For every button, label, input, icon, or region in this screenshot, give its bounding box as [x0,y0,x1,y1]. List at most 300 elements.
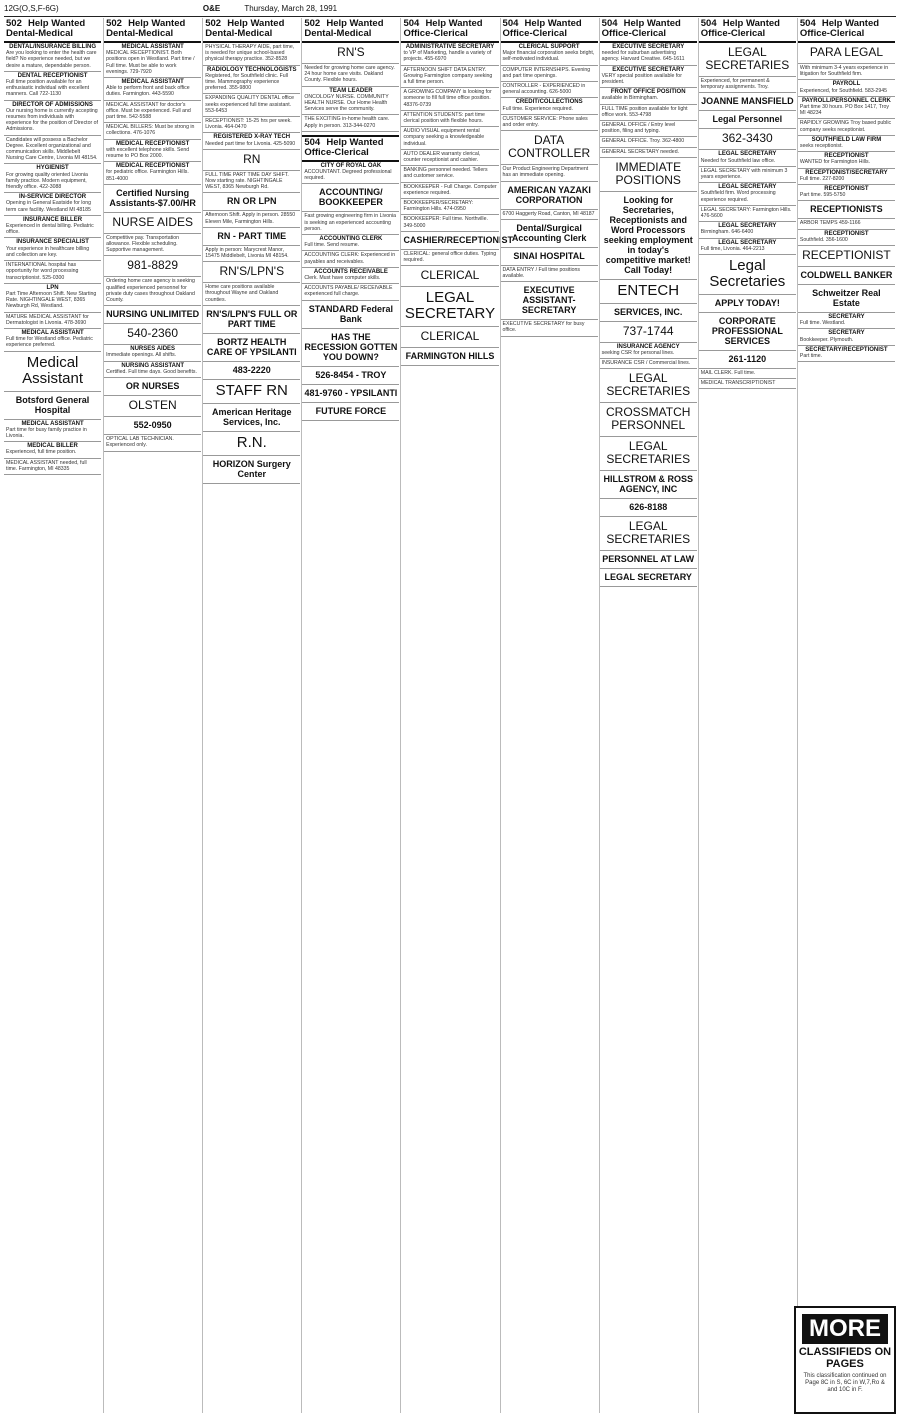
ad-body: Ordering home care agency is seeking qualified experienced personnel for private duty cases throughout Oakland County. [106,278,195,304]
display-ad: NURSING UNLIMITED [104,306,201,324]
classified-ad [302,115,399,131]
ad-heading: EXECUTIVE SECRETARY [612,66,685,73]
ad-heading: INSURANCE SPECIALIST [16,239,89,246]
display-ad: RECEPTIONIST [798,246,895,267]
ad-body: LEGAL SECRETARY with minimum 3 years experience. [700,167,788,181]
classified-ad [501,43,598,66]
ad-body: BANKING personnel needed. Tellers and customer service. [403,167,488,180]
ad-body: seeks receptionist. [799,143,843,150]
classified-ad [600,137,697,147]
classified-ad [699,206,796,222]
classified-ad [699,77,796,93]
classification-title: Help Wanted Dental-Medical [205,18,285,39]
issue-date: Thursday, March 28, 1991 [244,4,338,13]
display-ad: PARA LEGAL [798,43,895,64]
display-ad: Schweitzer Real Estate [798,285,895,313]
classified-ad [501,115,598,131]
display-ad: CASHIER/RECEPTIONIST [401,232,498,250]
classified-ad [104,101,201,124]
classification-number: 502 [6,18,22,29]
ad-body: FULL TIME position available for light office work. 553-4798 [601,105,688,118]
column-header [501,18,598,43]
more-subtitle: CLASSIFIEDS ON PAGES [798,1346,892,1370]
ad-body: A GROWING COMPANY is looking for someone to fill full time office position. 48376-0739 [403,89,492,108]
ad-body: AUDIO VISUAL equipment rental company seeking a knowledgeable individual. [403,128,485,147]
ad-body: needed for suburban advertising agency. Harvard Creative. 645-1611 [601,50,685,63]
display-ad: 626-8188 [600,499,697,517]
ad-body: LEGAL SECRETARY: Farmington Hills. 476-5600 [700,206,792,220]
column-header [104,18,201,43]
classified-ad [4,216,101,239]
display-ad: Dental/Surgical Accounting Clerk [501,220,598,248]
ad-body: Your experience in healthcare billing and collection are key. [6,245,90,258]
classification-number: 502 [205,18,222,29]
classified-ad [104,78,201,101]
display-ad: HILLSTROM & ROSS AGENCY, INC [600,471,697,499]
classified-column [400,18,513,1413]
ad-body: MAIL CLERK. Full time. [700,370,756,377]
ad-body: ATTENTION STUDENTS: part time clerical position with flexible hours. [403,111,485,125]
ad-body: EXECUTIVE SECRETARY for busy office. [502,321,585,334]
classified-ad [798,97,895,120]
ad-body: Registered, for Southfield clinic. Full time. Mammography experience preferred. 355-9800 [205,72,288,92]
ad-body: Needed part time for Livonia. 425-5090 [205,140,296,147]
classified-ad [501,82,598,98]
ad-body: Major financial corporation seeks bright, self-motivated individual. [502,50,595,63]
display-ad: LEGAL SECRETARY [600,569,697,587]
classified-ad [203,283,300,306]
display-ad: SINAI HOSPITAL [501,248,598,266]
ad-body: available in Birmingham. [601,95,659,102]
display-ad: RN - PART TIME [203,228,300,246]
ad-body: ARBOR TEMPS 459-1166 [799,220,861,227]
classified-ad [501,320,598,336]
ad-heading: MEDICAL ASSISTANT [121,79,184,86]
ad-heading: NURSES AIDES [130,346,176,353]
ad-body: Full time position available for an enthusiastic individual with excellent manners. Call 722-1130 [6,79,90,98]
ad-body: MEDICAL ASSISTANT needed, full time. Farmington, MI 48335 [6,459,87,472]
ad-body: AUTO DEALER warranty clerical, counter receptionist and cashier. [403,150,481,164]
classified-ad [4,420,101,443]
ad-body: Are you looking to enter the health care field? No experience needed, but we desire a mature, dependable person. [6,50,97,69]
display-ad: 540-2360 [104,324,201,345]
ad-heading: RECEPTIONIST [824,186,869,193]
ad-body: Fast growing engineering firm in Livonia is seeking an experienced accounting person. [304,213,397,232]
classified-ad [600,66,697,89]
ad-body: Part time for busy family practice in Livonia. [6,426,87,439]
ad-body: THE EXCITING in-home health care. Apply in person. 313-344-0270 [304,116,390,129]
ad-body: BOOKKEEPER - Full Charge. Computer experience required. [403,183,497,196]
ad-body: with excellent telephone skills. Send resume to PO Box 2000. [106,146,190,160]
ad-body: seeking CSR for personal lines. [601,350,675,357]
display-ad: IMMEDIATE POSITIONS [600,158,697,192]
display-ad: 737-1744 [600,322,697,343]
display-ad: RN'S/LPN'S [203,262,300,283]
ad-heading: INSURANCE BILLER [23,216,83,223]
classified-column [500,18,598,1413]
classified-ad [104,345,201,361]
display-ad: 261-1120 [699,351,796,369]
display-ad: Medical Assistant [4,352,101,392]
ad-body: Clerk. Must have computer skills. [304,275,381,282]
classified-ad [4,284,101,313]
classification-title: Help Wanted Dental-Medical [106,18,186,39]
display-ad: Looking for Secretaries, Receptionists and Word Processors seeking employment in today's competitive market! Call Today! [600,192,697,280]
classification-number: 504 [502,18,519,29]
ad-heading: LEGAL SECRETARY [718,151,777,158]
display-ad: ENTECH [600,280,697,304]
ad-body: Full time, Livonia. 464-2213 [700,245,765,252]
ad-body: For growing quality oriented Livonia family practice. Modern equipment, friendly office. 422-3088 [6,171,88,191]
ad-body: Our Product Engineering Department has an immediate opening. [502,166,589,179]
ad-body: MATURE MEDICAL ASSISTANT for Dermatologist in Livonia. 478-3690 [6,313,89,326]
ad-heading: PAYROLL/PERSONNEL CLERK [801,97,891,104]
ad-heading: FRONT OFFICE POSITION [610,89,686,96]
classification-title: Help Wanted Office-Clerical [502,18,582,39]
display-ad: RN'S/LPN'S FULL OR PART TIME [203,306,300,334]
display-ad: 981-8829 [104,256,201,277]
display-ad: RN OR LPN [203,193,300,211]
classified-ad [302,162,399,185]
classified-ad [501,266,598,282]
ad-body: Full time. Send resume. [304,242,360,249]
classified-ad [501,98,598,114]
classified-ad [401,166,498,182]
display-ad: Legal Secretaries [699,255,796,295]
classified-ad [4,442,101,458]
display-ad: SERVICES, INC. [600,304,697,322]
ad-heading: ADMINISTRATIVE SECRETARY [405,44,495,50]
classified-ad [302,268,399,284]
classified-ad [798,346,895,362]
ad-heading: DENTAL/INSURANCE BILLING [9,44,96,50]
display-ad: JOANNE MANSFIELD [699,93,796,111]
ad-heading: CLERICAL SUPPORT [518,44,580,50]
classified-ad [798,230,895,246]
ad-body: CUSTOMER SERVICE: Phone sales and order entry. [502,115,588,129]
display-ad: 481-9760 - YPSILANTI [302,385,399,403]
classified-ad [104,435,201,451]
ad-body: INTERNATIONAL hospital has opportunity for word processing transcriptionist. 525-0300 [6,262,79,281]
ad-heading: IN-SERVICE DIRECTOR [18,194,87,201]
display-ad: STANDARD Federal Bank [302,301,399,329]
classified-ad [798,80,895,96]
classified-ad [401,215,498,231]
column-header [4,18,101,43]
classified-ad [798,152,895,168]
ad-body: MEDICAL RECEPTIONIST. Both positions open in Westland. Part time / Full time. Must be able to work evenings. 729-7920 [106,50,195,75]
ad-body: MEDICAL TRANSCRIPTIONIST [700,380,776,387]
classified-ad [203,117,300,133]
classification-number: 504 [601,18,618,29]
classified-column [4,18,101,1413]
display-ad: APPLY TODAY! [699,295,796,313]
display-ad: LEGAL SECRETARIES [600,437,697,471]
ad-heading: LPN [46,284,59,291]
classified-ad [203,171,300,194]
ad-body: Southfield. 356-1600 [799,236,848,243]
classified-ad [302,212,399,235]
ad-body: RAPIDLY GROWING Troy based public company seeks receptionist. [799,120,892,133]
classified-ad [104,123,201,139]
display-ad: Legal Personnel [699,111,796,129]
ad-heading: CITY OF ROYAL OAK [320,162,382,169]
ad-body: CONTROLLER - EXPERIENCED in general accounting. 626-5000 [502,83,586,96]
classification-number: 504 [304,136,321,148]
classification-number: 502 [106,18,122,29]
ad-heading: DENTAL RECEPTIONIST [17,72,88,79]
classified-ad [600,343,697,359]
ad-body: Part time 30 hours. PO Box 1417, Troy MI 48234 [799,104,889,117]
display-ad: NURSE AIDES [104,213,201,234]
display-ad: FUTURE FORCE [302,403,399,421]
classification-title: Help Wanted Office-Clerical [304,136,384,158]
ad-body: FULL TIME PART TIME DAY SHIFT. Now starting rate. NIGHTINGALE WEST, 8365 Newburgh Rd. [205,171,289,191]
display-ad: COLDWELL BANKER [798,267,895,285]
classified-ad [4,329,101,352]
ad-heading: SECRETARY/RECEPTIONIST [805,346,888,353]
classified-ad [203,133,300,149]
display-ad: AMERICAN YAZAKI CORPORATION [501,182,598,210]
classified-ad [203,246,300,262]
classified-ad [104,43,201,78]
ad-body: Part Time Afternoon Shift. New Starting Rate. NIGHTINGALE WEST, 8365 Newburgh Rd, Westland. [6,290,97,310]
classified-ad [699,369,796,379]
display-ad: RN [203,150,300,171]
classification-number: 504 [799,18,816,29]
classified-ad [104,277,201,306]
classified-ad [4,459,101,475]
classified-ad [302,235,399,251]
ad-heading: LEGAL SECRETARY [718,184,777,191]
ad-heading: HYGIENIST [36,165,69,172]
ad-body: Part time. 595-5750 [799,192,846,199]
ad-body: for pediatric office. Farmington Hills. 851-4000 [106,169,189,182]
ad-body: GENERAL SECRETARY needed. [601,148,680,155]
classified-ad [798,329,895,345]
ad-heading: MEDICAL ASSISTANT [21,329,84,336]
classified-ad [104,140,201,163]
classified-ad [401,150,498,166]
classified-ad [699,183,796,206]
ad-body: Full time. Experience required. [502,105,573,112]
ad-body: Birmingham. 646-6400 [700,229,754,236]
classified-ad [4,136,101,165]
classified-ad [501,210,598,220]
ad-heading: DIRECTOR OF ADMISSIONS [12,101,93,108]
ad-heading: SECRETARY [828,330,865,337]
ad-body: to VP of Marketing, handle a variety of projects. 455-6970 [403,50,492,63]
classified-ad [401,111,498,127]
ad-heading: ACCOUNTS RECEIVABLE [313,268,388,275]
classification-title: Help Wanted Office-Clerical [700,18,780,39]
ad-heading: MEDICAL RECEPTIONIST [116,140,190,147]
masthead [4,2,896,17]
classified-ad [798,64,895,80]
classified-ad [600,359,697,369]
ad-heading: CREDIT/COLLECTIONS [515,99,583,106]
ad-body: COMPUTER INTERNSHIPS. Evening and part time openings. [502,66,591,79]
classified-column [599,18,697,1413]
classified-ad [798,185,895,201]
ad-body: Apply in person: Marycrest Manor, 15475 Middlebelt, Livonia MI 48154. [205,246,289,260]
display-ad: Botsford General Hospital [4,392,101,420]
classified-column [301,18,399,1413]
ad-body: OPTICAL LAB TECHNICIAN. Experienced only. [106,436,174,449]
ad-body: Full time. 227-8200 [799,175,845,182]
ad-heading: PAYROLL [832,81,861,88]
ad-body: Able to perform front and back office duties. Farmington. 443-5590 [106,85,190,98]
classified-ad [600,105,697,121]
ad-body: Experienced, for permanent & temporary assignments. Troy. [700,78,770,91]
more-note: This classification continued on Page 8C in S, 6C in W,7,Ro & and 10C in F. [803,1373,887,1393]
display-ad: CROSSMATCH PERSONNEL [600,403,697,437]
ad-body: Experienced, full time position. [6,449,77,456]
classified-ad [699,167,796,183]
ad-body: CLERICAL: general office duties. Typing required. [403,250,497,264]
ad-body: Our nursing home is currently accepting resumes from individuals with experience for the position of Director of Admissions. [6,107,98,133]
display-ad: RN'S [302,43,399,64]
display-ad: 552-0950 [104,417,201,435]
ad-body: WANTED for Farmington Hills. [799,159,871,166]
ad-heading: ACCOUNTING CLERK [319,236,383,243]
ad-body: Needed for Southfield law office. [700,157,776,164]
ad-body: GENERAL OFFICE. Troy. 362-4800 [601,138,685,145]
ad-heading: SOUTHFIELD LAW FIRM [811,136,882,143]
page-code: 12G(O,S,F-6G) [4,4,59,13]
classified-ad [798,169,895,185]
more-classifieds-box [794,1306,896,1414]
ad-body: EXPANDING QUALITY DENTAL office seeks experienced full time assistant. 553-6453 [205,95,295,114]
display-ad: LEGAL SECRETARIES [699,43,796,77]
ad-heading: MEDICAL BILLER [27,443,78,450]
display-ad: HORIZON Surgery Center [203,456,300,484]
classified-ad [104,362,201,378]
classification-number: 504 [403,18,420,29]
classified-ad [798,219,895,229]
classification-title: Help Wanted Dental-Medical [304,18,384,39]
ad-body: Needed for growing home care agency. 24 hour home care visits. Oakland County. Flexible hours. [304,65,395,84]
display-ad: 362-3430 [699,129,796,150]
ad-body: Southfield firm. Word processing experience required. [700,190,776,203]
classified-ad [401,88,498,111]
classified-ad [4,72,101,101]
classified-ad [600,43,697,66]
ad-body: MEDICAL BILLERS: Must be strong in collections. 476-1076 [106,124,195,137]
display-ad: CLERICAL [401,327,498,348]
ad-body: Opening in General Eastside for long term care facility. Westland MI 48185 [6,200,92,213]
classified-column [103,18,201,1413]
display-ad: American Heritage Services, Inc. [203,404,300,432]
column-header [401,18,498,43]
display-ad: PERSONNEL AT LAW [600,551,697,569]
ad-body: Experienced in dental billing. Pediatric office. [6,223,94,236]
ad-heading: EXECUTIVE SECRETARY [612,44,685,50]
ad-heading: LEGAL SECRETARY [718,239,777,246]
ad-body: VERY special position available for president. [601,72,682,86]
classified-ad [600,88,697,104]
column-header [798,18,895,43]
more-title: MORE [802,1314,888,1344]
classified-ad [600,121,697,137]
classified-ad [600,148,697,158]
classified-ad [104,234,201,257]
classified-ad [104,162,201,185]
column-header [699,18,796,43]
display-ad: Certified Nursing Assistants-$7.00/HR [104,185,201,213]
classification-title: Help Wanted Office-Clerical [799,18,880,39]
classified-ad [401,66,498,89]
display-ad: OR NURSES [104,378,201,396]
classified-ad [501,66,598,82]
ad-heading: TEAM LEADER [329,87,373,94]
ad-heading: LEGAL SECRETARY [718,223,777,230]
classified-ad [302,251,399,267]
ad-heading: RADIOLOGY TECHNOLOGISTS [206,66,297,73]
classified-ad [203,94,300,117]
classified-ad [699,150,796,166]
display-ad: CLERICAL [401,266,498,287]
display-ad: FARMINGTON HILLS [401,348,498,366]
ad-body: Competitive pay. Transportation allowance. Flexible scheduling. Supportive management. [106,234,179,254]
ad-body: Full time. Westland. [799,320,846,327]
ad-body: 6700 Haggerty Road, Canton, MI 48187 [502,210,595,217]
classified-column [698,18,796,1413]
ad-heading: RECEPTIONIST [824,153,869,160]
ad-heading: MEDICAL ASSISTANT [21,420,84,427]
classified-column [797,18,895,1413]
ad-heading: MEDICAL ASSISTANT [121,44,184,50]
classified-ad [699,239,796,255]
ad-body: INSURANCE CSR / Commercial lines. [601,360,691,367]
ad-body: Experienced, for Southfield. 583-2945 [799,87,887,94]
classified-ad [4,43,101,72]
ad-body: AFTERNOON SHIFT DATA ENTRY. Growing Farmington company seeking a full time person. [403,66,493,86]
ad-body: BOOKKEEPER: Full time. Northville. 349-5000 [403,216,488,229]
ad-body: Home care positions available throughout Wayne and Oakland counties. [205,284,279,303]
ad-body: With minimum 3-4 years experience in litigation for Southfield firm. [799,65,889,78]
classified-ad [302,64,399,87]
classified-ad [4,193,101,216]
classified-ad [203,211,300,227]
display-ad: OLSTEN [104,396,201,417]
ad-heading: NURSING ASSISTANT [121,362,184,369]
classified-ad [501,165,598,181]
display-ad: STAFF RN [203,380,300,404]
classified-ad [401,183,498,199]
column-header [203,18,300,43]
ad-heading: REGISTERED X-RAY TECH [213,134,291,141]
classified-ad [203,66,300,95]
display-ad: BORTZ HEALTH CARE OF YPSILANTI [203,334,300,362]
classified-ad [302,87,399,116]
classified-ad [4,101,101,136]
classification-number: 504 [700,18,717,29]
classification-number: 502 [304,18,321,29]
ad-body: Part time. [799,353,823,360]
ad-heading: MEDICAL RECEPTIONIST [116,163,190,170]
ad-heading: INSURANCE AGENCY [616,343,680,350]
ad-body: Candidates will possess a Bachelor Degree. Excellent organizational and communication skills. Middlebelt Nursing Care Centre, Livonia MI 48154. [6,136,98,162]
classified-ad [798,136,895,152]
classified-ad [203,43,300,66]
ad-body: PHYSICAL THERAPY AIDE, part time, is needed for unique school-based physical therapy practice. 352-8528 [205,44,295,63]
display-ad: CORPORATE PROFESSIONAL SERVICES [699,313,796,351]
classified-ad [798,313,895,329]
ad-body: Full time for Westland office. Pediatric experience preferred. [6,336,93,349]
ad-body: GENERAL OFFICE / Entry level position, filing and typing. [601,122,676,135]
display-ad: 526-8454 - TROY [302,367,399,385]
